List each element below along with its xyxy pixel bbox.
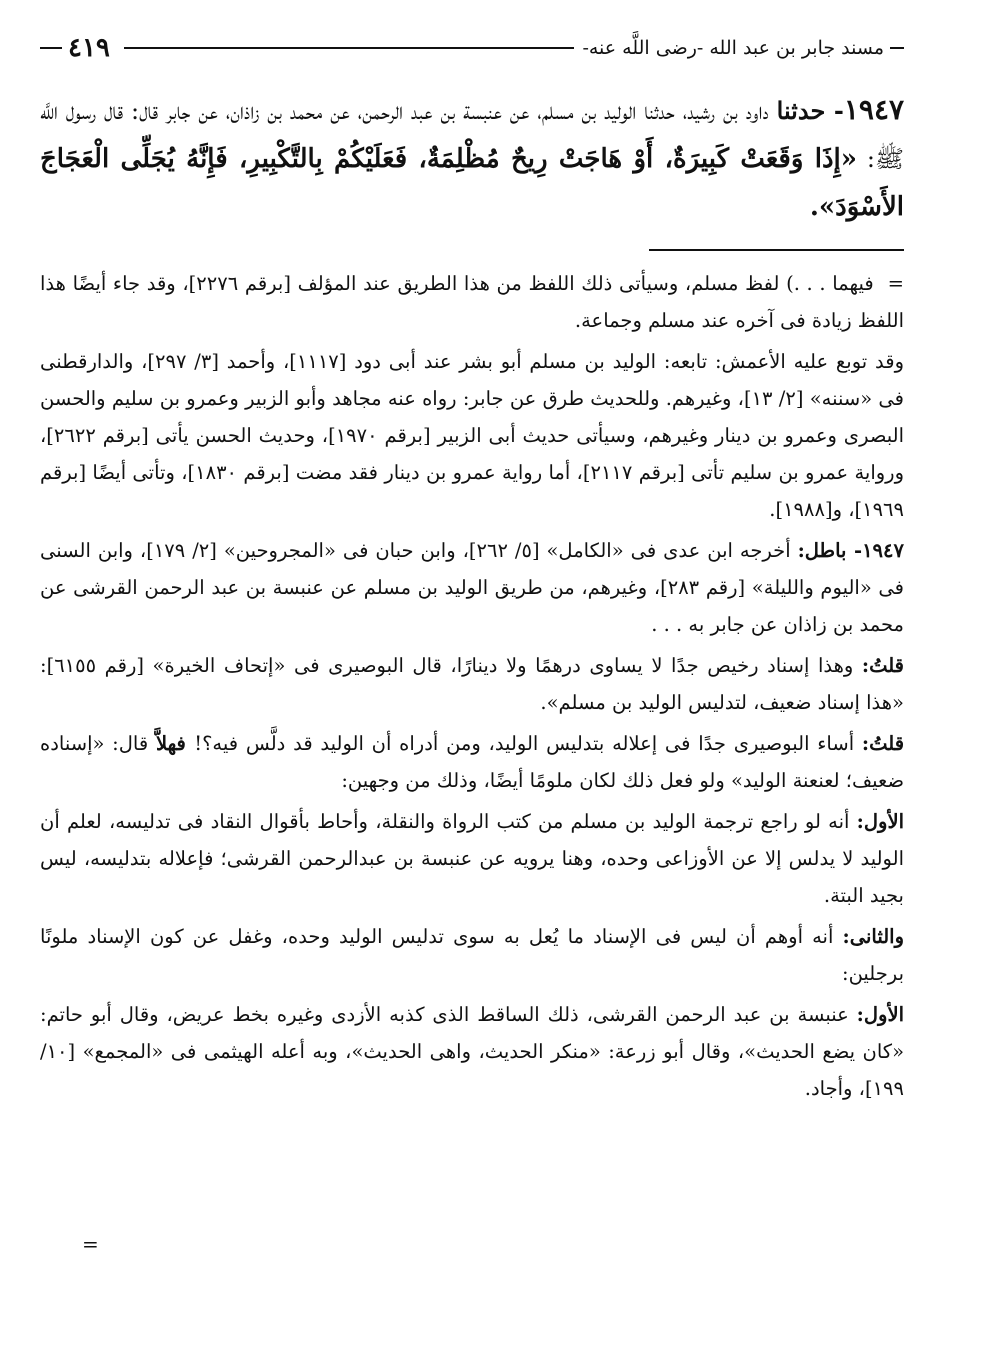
note-text: أنه لو راجع ترجمة الوليد بن مسلم من كتب الرواة والنقلة، وأحاط بأقوال النقاد فى تدليسه، لعلم أن الوليد لا يدلس إلا عن الأوزاعى وحده، وهنا يرويه عن عنبسة بن عبدالرحمن القرشى؛ فإعلاله بتدليسه، ليس بجيد البتة. xyxy=(40,810,904,907)
running-title: مسند جابر بن عبد الله -رضى اللَّه عنه- xyxy=(582,37,884,59)
note-label: قلتُ: xyxy=(861,732,905,755)
note-paragraph xyxy=(40,532,904,643)
note-paragraph xyxy=(40,996,904,1107)
note-text: أخرجه ابن عدى فى «الكامل» [٥/ ٢٦٢]، وابن حبان فى «المجروحين» [٢/ ١٧٩]، وابن السنى فى «اليوم والليلة» [رقم ٢٨٣]، وغيرهم، من طريق الوليد بن مسلم عن عنبسة بن عبد الرحمن القرشى عن محمد بن زاذان عن جابر به . . . xyxy=(40,539,904,636)
note-label: الأول: xyxy=(856,810,904,833)
note-paragraph xyxy=(40,803,904,914)
note-paragraph xyxy=(40,918,904,992)
note-hadith-label: ١٩٤٧- باطل: xyxy=(797,539,904,562)
note-label: الأول: xyxy=(856,1003,904,1026)
note-paragraph xyxy=(40,647,904,721)
continuation-marker: = xyxy=(887,272,904,295)
prophetic-text: «إِذَا وَقَعَتْ كَبِيرَةٌ، أَوْ هَاجَتْ رِيحٌ مُظْلِمَةٌ، فَعَلَيْكُمْ بِالتَّكْبِيرِ، فَإِنَّهُ يُجَلِّى الْعَجَاجَ الأَسْوَدَ». xyxy=(40,144,904,222)
note-paragraph xyxy=(40,265,904,339)
haddathana-label: - حدثنا xyxy=(776,96,844,125)
note-text: أساء البوصيرى جدًا فى إعلاله بتدليس الوليد، ومن أدراه أن الوليد قد دلَّس فيه؟! xyxy=(194,732,862,755)
note-text: عنبسة بن عبد الرحمن القرشى، ذلك الساقط الذى كذبه الأزدى وغيره بخط عريض، وقال أبو حاتم: «كان يضع الحديث»، وقال أبو زرعة: «منكر الحديث، واهى الحديث»، وبه أعله الهيثمى فى «المجمع» [١٠/ ١٩٩]، وأجاد. xyxy=(40,1003,904,1100)
note-text: أنه أوهم أن ليس فى الإسناد ما يُعل به سوى تدليس الوليد وحده، وغفل عن كون الإسناد ملونًا برجلين: xyxy=(40,925,904,985)
running-header xyxy=(40,30,904,66)
continuation-end-marker: = xyxy=(82,1232,99,1256)
header-dash-end xyxy=(40,47,62,49)
note-paragraph xyxy=(40,725,904,799)
note-text: فيهما . . .) لفظ مسلم، وسيأتى ذلك اللفظ من هذا الطريق عند المؤلف [برقم ٢٢٧٦]، وقد جاء أيضًا هذا اللفظ زيادة فى آخره عند مسلم وجماعة. xyxy=(40,272,904,332)
footnotes xyxy=(40,265,904,1107)
page-number: ٤١٩ xyxy=(68,33,110,63)
hadith-number: ١٩٤٧ xyxy=(843,93,905,126)
note-label: قلتُ: xyxy=(861,654,904,677)
page xyxy=(40,30,904,1307)
header-rule xyxy=(124,47,575,49)
note-label: والثانى: xyxy=(842,925,904,948)
note-text: وهذا إسناد رخيص جدًا لا يساوى درهمًا ولا دينارًا، قال البوصيرى فى «إتحاف الخيرة» [رقم ٦١٥٥]: «هذا إسناد ضعيف، لتدليس الوليد بن مسلم». xyxy=(40,654,904,714)
header-dash xyxy=(890,47,904,49)
note-paragraph xyxy=(40,343,904,528)
note-text: وقد توبع عليه الأعمش: تابعه: الوليد بن مسلم أبو بشر عند أبى دود [١١١٧]، وأحمد [٣/ ٢٩٧]، والدارقطنى فى «سننه» [٢/ ١٣]، وغيرهم. وللحديث طرق عن جابر: رواه عنه مجاهد وأبو الزبير وعمرو بن سليم والحسن البصرى وعمرو بن دينار وغيرهم، وسيأتى حديث أبى الزبير [برقم ١٩٧٠]، وحديث الحسن يأتى [برقم ٢٦٢٢]، ورواية عمرو بن سليم تأتى [برقم ٢١١٧]، أما رواية عمرو بن دينار فقد مضت [برقم ١٨٣٠]، وتأتى أيضًا [برقم ١٩٦٩]، و[١٩٨٨]. xyxy=(40,350,904,521)
hadith-text xyxy=(40,86,904,231)
isnad-chain: داود بن رشيد، حدثنا الوليد بن مسلم، عن عنبسة بن عبد الرحمن، عن محمد بن زاذان، عن جابر قال: قال رسول اللَّه ﷺ: xyxy=(40,97,904,173)
note-emphasis: فهلاَّ xyxy=(155,732,195,755)
note-text: قال: «إسناده ضعيف؛ لعنعنة الوليد» ولو فعل ذلك لكان ملومًا أيضًا، وذلك من وجهين: xyxy=(40,732,904,792)
footnote-separator xyxy=(649,249,904,251)
